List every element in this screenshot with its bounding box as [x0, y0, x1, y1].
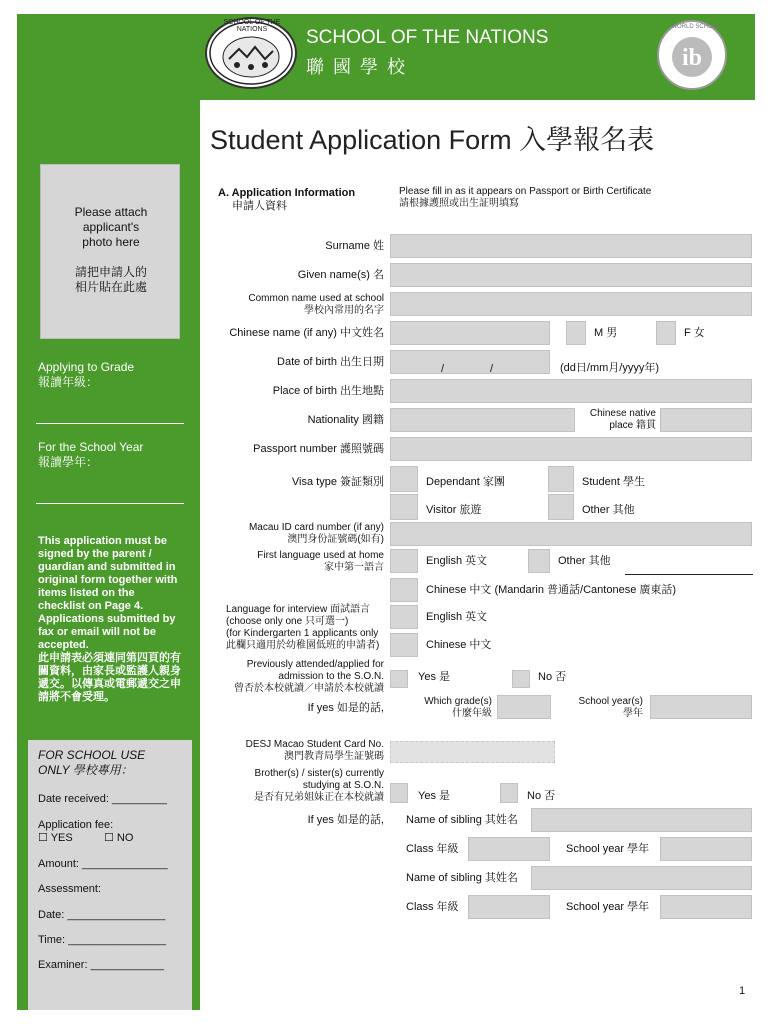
common-name-label: Common name used at school 學校內常用的名字 [248, 293, 384, 316]
ib-logo-text: WORLD SCHOOL [671, 24, 721, 30]
interview-chinese-label: Chinese 中文 [426, 639, 492, 651]
female-label: F 女 [684, 327, 705, 339]
logo-text: SCHOOL OF THE NATIONS [223, 19, 281, 33]
dob-format: (dd日/mm月/yyyy年) [560, 362, 659, 374]
passport-label: Passport number 護照號碼 [253, 443, 384, 455]
class-2-input[interactable] [468, 895, 550, 919]
student-label: Student 學生 [582, 476, 645, 488]
visitor-label: Visitor 旅遊 [426, 504, 482, 516]
previously-attended-label: Previously attended/applied for admission to the S.O.N. 曾否於本校就讀／申請於本校就讀 [234, 659, 384, 694]
photo-box[interactable] [40, 164, 180, 339]
amount: Amount: ______________ [38, 858, 168, 870]
student-checkbox[interactable] [548, 466, 574, 492]
macau-id-input[interactable] [390, 522, 752, 546]
ib-logo [657, 20, 727, 90]
male-label: M 男 [594, 327, 618, 339]
given-names-label: Given name(s) 名 [297, 269, 384, 281]
siblings-yes-label: Yes 是 [418, 790, 451, 802]
notice-text: This application must be signed by the parent / guardian and submitted in original form together with items listed on the checklist on Page 4. Applications submitted by fax or email will not be accepted. 此申請表必須連同第四頁的有關資料，由家長或監護人親身遞交。以傳真或電郵遞交之申請將不會受理。 [38, 535, 181, 703]
school-years-input[interactable] [650, 695, 752, 719]
school-year-2-label: School year 學年 [566, 901, 650, 913]
previously-yes-label: Yes 是 [418, 671, 451, 683]
section-a-title: A. Application Information [218, 187, 356, 199]
previously-no-label: No 否 [538, 671, 567, 683]
first-lang-english-checkbox[interactable] [390, 549, 418, 573]
class-1-input[interactable] [468, 837, 550, 861]
school-name-en: SCHOOL OF THE NATIONS [306, 27, 549, 48]
first-lang-other-label: Other 其他 [558, 555, 611, 567]
common-name-input[interactable] [390, 292, 752, 316]
desj-label: DESJ Macao Student Card No. 澳門教青局學生証號碼 [245, 739, 384, 762]
svg-text:ib: ib [681, 45, 703, 71]
school-year-1-label: School year 學年 [566, 843, 650, 855]
fee-no[interactable]: ☐ NO [104, 832, 134, 844]
siblings-yes-checkbox[interactable] [390, 783, 408, 803]
dependant-checkbox[interactable] [390, 466, 418, 492]
siblings-no-label: No 否 [527, 790, 556, 802]
place-of-birth-label: Place of birth 出生地點 [272, 385, 384, 397]
interview-english-checkbox[interactable] [390, 605, 418, 629]
interview-english-label: English 英文 [426, 611, 488, 623]
visa-other-checkbox[interactable] [548, 494, 574, 520]
if-yes-label: If yes 如是的話, [307, 702, 384, 714]
passport-input[interactable] [390, 437, 752, 461]
first-lang-chinese-checkbox[interactable] [390, 578, 418, 602]
first-language-label: First language used at home 家中第一語言 [257, 550, 384, 573]
date-received: Date received: _________ [38, 793, 168, 805]
school-use-box [28, 740, 192, 1010]
grade-label: Applying to Grade 報讀年級： [38, 360, 135, 389]
section-a-instruction: Please fill in as it appears on Passport or Birth Certificate 請根據護照或出生証明填寫 [399, 186, 652, 209]
dob-input[interactable] [390, 350, 550, 374]
year-line[interactable] [36, 503, 184, 504]
dob-separator-1: / [441, 363, 445, 375]
school-years-label: School year(s) 學年 [578, 696, 643, 719]
class-2-label: Class 年級 [406, 901, 459, 913]
sibling-name-1-label: Name of sibling 其姓名 [406, 814, 518, 826]
school-name-zh: 聯 國 學 校 [306, 57, 408, 77]
first-lang-chinese-label: Chinese 中文 (Mandarin 普通話/Cantonese 廣東話) [426, 584, 677, 596]
chinese-name-input[interactable] [390, 321, 550, 345]
form-title: Student Application Form 入學報名表 [210, 125, 655, 155]
year-label: For the School Year 報讀學年： [38, 440, 144, 469]
first-lang-english-label: English 英文 [426, 555, 488, 567]
interview-language-label: Language for interview 面試語言 (choose only one 只可選一) (for Kindergarten 1 applicants only 此欄只適用於幼稚園低班的申請者) [226, 604, 380, 651]
application-fee: Application fee: [38, 819, 114, 831]
first-lang-other-line[interactable] [625, 574, 753, 575]
female-checkbox[interactable] [656, 321, 676, 345]
dependant-label: Dependant 家團 [426, 476, 505, 488]
siblings-no-checkbox[interactable] [500, 783, 518, 803]
fee-yes[interactable]: ☐ YES [38, 832, 73, 844]
photo-box-text: Please attach applicant's photo here 請把申請人的 相片貼在此處 [74, 205, 148, 294]
first-lang-other-checkbox[interactable] [528, 549, 550, 573]
assessment: Assessment: [38, 883, 101, 895]
native-place-input[interactable] [660, 408, 752, 432]
interview-chinese-checkbox[interactable] [390, 633, 418, 657]
native-place-label: Chinese native place 籍貫 [589, 408, 656, 431]
school-year-1-input[interactable] [660, 837, 752, 861]
dob-label: Date of birth 出生日期 [277, 356, 384, 368]
section-a-title-zh: 申請人資料 [232, 200, 287, 212]
dob-separator-2: / [490, 363, 494, 375]
class-1-label: Class 年級 [406, 843, 459, 855]
school-use-title: FOR SCHOOL USE ONLY 學校專用： [38, 748, 146, 777]
assessment-date: Date: ________________ [38, 909, 166, 921]
visitor-checkbox[interactable] [390, 494, 418, 520]
male-checkbox[interactable] [566, 321, 586, 345]
examiner: Examiner: ____________ [38, 959, 164, 971]
surname-label: Surname 姓 [325, 240, 384, 252]
sibling-name-2-input[interactable] [531, 866, 752, 890]
previously-yes-checkbox[interactable] [390, 670, 408, 688]
grade-line[interactable] [36, 423, 184, 424]
desj-input[interactable] [390, 741, 555, 763]
sibling-name-2-label: Name of sibling 其姓名 [406, 872, 518, 884]
macau-id-label: Macau ID card number (if any) 澳門身份証號碼(如有) [248, 522, 384, 545]
school-year-2-input[interactable] [660, 895, 752, 919]
visa-other-label: Other 其他 [582, 504, 635, 516]
previously-no-checkbox[interactable] [512, 670, 530, 688]
if-yes-2-label: If yes 如是的話, [307, 814, 384, 826]
which-grade-input[interactable] [497, 695, 551, 719]
given-names-input[interactable] [390, 263, 752, 287]
surname-input[interactable] [390, 234, 752, 258]
siblings-label: Brother(s) / sister(s) currently studying at S.O.N. 是否有兄弟姐妹正在本校就讀 [254, 768, 384, 803]
assessment-time: Time: ________________ [38, 934, 167, 946]
nationality-input[interactable] [390, 408, 575, 432]
place-of-birth-input[interactable] [390, 379, 752, 403]
nationality-label: Nationality 國籍 [307, 414, 384, 426]
page-number: 1 [739, 985, 746, 997]
which-grade-label: Which grade(s) 什麼年級 [424, 696, 492, 719]
sibling-name-1-input[interactable] [531, 808, 752, 832]
visa-type-label: Visa type 簽証類別 [291, 476, 384, 488]
chinese-name-label: Chinese name (if any) 中文姓名 [229, 327, 384, 339]
